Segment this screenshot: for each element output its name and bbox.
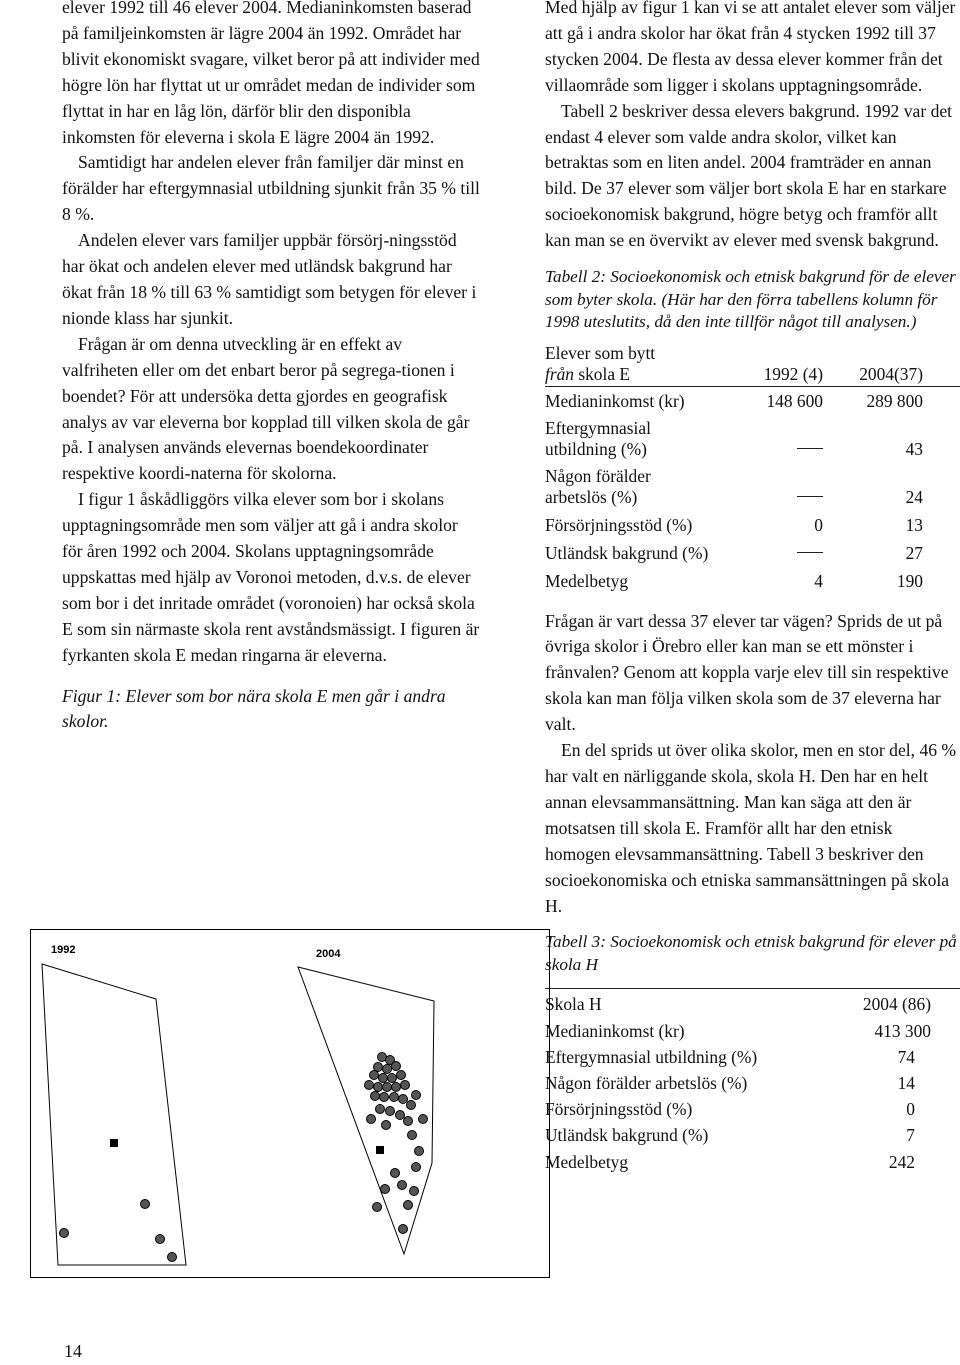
table-row: Eftergymnasial utbildning (%) 74 <box>545 1046 915 1067</box>
student-marker <box>401 1081 410 1090</box>
table2-col-2004: 2004(37) <box>859 363 923 384</box>
page-number: 14 <box>64 1341 82 1361</box>
student-marker <box>379 1074 388 1083</box>
student-marker <box>412 1091 421 1100</box>
body-paragraph: Frågan är vart dessa 37 elever tar vägen? Sprids de ut på övriga skolor i Örebro eller kan man se ett mönster i frånvalen? Genom att koppla varje elev till sin respektive skola kan man följa vilken skola som de 37 eleverna har valt. <box>545 610 949 735</box>
body-paragraph: Samtidigt har andelen elever från familjer där minst en förälder har eftergymnasial utbildning sjunkit från 35 % till 8 %. <box>62 152 480 225</box>
dash-empty-value <box>797 448 823 449</box>
student-marker <box>383 1083 392 1092</box>
student-marker <box>381 1185 390 1194</box>
student-marker <box>399 1095 408 1104</box>
panel-2004-label: 2004 <box>316 948 341 960</box>
figure-1 <box>30 929 550 1278</box>
body-paragraph: I figur 1 åskådliggörs vilka elever som bor i skolans upptagningsområde men som väljer att gå i andra skolor för åren 1992 och 2004. Skolans upptagningsområde uppskattas med hjälp av Voronoi metoden, d.v.s. de elever som bor i det inritade området (voronoien) har också skola E som sin närmaste skola rent avståndsmässigt. I figuren är fyrkanten skola E medan ringarna är eleverna. <box>62 489 480 665</box>
body-paragraph: Med hjälp av figur 1 kan vi se att antalet elever som väljer att gå i andra skolor har ökat från 4 stycken 1992 till 37 stycken 2004. De flesta av dessa elever kommer från det villaområde som ligger i skolans upptagningsområde. <box>545 0 956 95</box>
student-marker <box>390 1093 399 1102</box>
table2-col-1992: 1992 (4) <box>763 363 823 384</box>
body-paragraph: Frågan är om denna utveckling är en effekt av valfriheten eller om det enbart beror på segrega-tionen i boendet? För att undersöka detta gjordes en geografisk analys av var eleverna bor kopplad till vilken skola de går på. I analysen används elevernas boendekoordinater respektive koordi-naterna för skolorna. <box>62 333 470 484</box>
student-marker <box>398 1181 407 1190</box>
student-marker <box>168 1253 177 1262</box>
student-marker <box>386 1107 395 1116</box>
student-marker <box>383 1065 392 1074</box>
table-row: Någon förälder arbetslös (%) 24 <box>545 465 923 507</box>
student-marker <box>419 1115 428 1124</box>
student-marker <box>156 1235 165 1244</box>
student-marker <box>407 1101 416 1110</box>
student-marker <box>392 1062 401 1071</box>
table-row: Medelbetyg 242 <box>545 1151 915 1172</box>
body-paragraph: elever 1992 till 46 elever 2004. Medianinkomsten baserad på familjeinkomsten är lägre 2004 än 1992. Området har blivit ekonomiskt svagare, vilket beror på att individer med högre lön har flyttat ut ur området medan de individer som flyttat in har en låg lön, därför blir den disponibla inkomsten för eleverna i skola E lägre 2004 än 1992. <box>62 0 480 147</box>
body-paragraph: Andelen elever vars familjer uppbär försörj-ningsstöd har ökat och andelen elever med utländsk bakgrund har ökat från 18 % till 63 % samtidigt som betygen för elever i nionde klass har sjunkit. <box>62 230 477 328</box>
student-marker <box>374 1083 383 1092</box>
student-marker <box>365 1081 374 1090</box>
table-row: Medianinkomst (kr) 413 300 <box>545 1020 931 1041</box>
figure-caption: Figur 1: Elever som bor nära skola E men går i andra skolor. <box>62 685 446 732</box>
student-marker <box>367 1115 376 1124</box>
table2-caption: Tabell 2: Socioekonomisk och etnisk bakgrund för de elever som byter skola. (Här har den förra tabellens kolumn för 1998 uteslutits, då den inte tillför något till analysen.) <box>545 267 956 332</box>
school-e-marker <box>376 1146 384 1154</box>
table-row: Utländsk bakgrund (%) 27 <box>545 542 923 563</box>
table2-header <box>545 343 960 387</box>
left-column <box>62 0 482 735</box>
table2-header-line1: Elever som bytt <box>545 342 656 363</box>
student-marker <box>412 1163 421 1172</box>
table-2 <box>545 343 960 595</box>
student-marker <box>388 1074 397 1083</box>
table-row: Någon förälder arbetslös (%) 14 <box>545 1073 915 1094</box>
body-paragraph: En del sprids ut över olika skolor, men en stor del, 46 % har valt en närliggande skola, skola H. Den har en helt annan elevsammansättning. Man kan säga att den är motsatsen till skola E. Framför allt har den etnisk homogen elevsammansättning. Tabell 3 beskriver den socioekonomiska och etniska sammansättningen på skola H. <box>545 740 957 916</box>
table2-header-line2: från skola E <box>545 363 631 384</box>
table-row: Skola H 2004 (86) <box>545 994 931 1015</box>
student-marker <box>410 1187 419 1196</box>
student-marker <box>397 1071 406 1080</box>
student-marker <box>380 1093 389 1102</box>
student-marker <box>404 1117 413 1126</box>
student-marker <box>376 1105 385 1114</box>
table-3 <box>545 988 960 1174</box>
panel-1992-label: 1992 <box>51 944 76 956</box>
right-column <box>545 0 960 1175</box>
student-marker <box>391 1169 400 1178</box>
body-paragraph: Tabell 2 beskriver dessa elevers bakgrund. 1992 var det endast 4 elever som valde andra skolor, vilket kan betraktas som en liten andel. 2004 framträder en annan bild. De 37 elever som väljer bort skola E har en starkare socioekonomisk bakgrund, högre betyg och framför allt kan man se en övervikt av elever med svensk bakgrund. <box>545 100 953 251</box>
student-marker <box>408 1131 417 1140</box>
student-marker <box>399 1225 408 1234</box>
table3-caption: Tabell 3: Socioekonomisk och etnisk bakgrund för elever på skola H <box>545 932 957 974</box>
student-marker <box>370 1071 379 1080</box>
dash-empty-value <box>797 496 823 497</box>
student-marker <box>404 1201 413 1210</box>
school-e-marker <box>110 1139 118 1147</box>
right-after-table2 <box>545 609 960 920</box>
student-marker <box>415 1147 424 1156</box>
student-marker <box>373 1203 382 1212</box>
student-marker <box>141 1200 150 1209</box>
dash-empty-value <box>797 552 823 553</box>
student-marker <box>371 1092 380 1101</box>
table-row: Utländsk bakgrund (%) 7 <box>545 1125 915 1146</box>
voronoi-maps <box>30 929 550 1278</box>
table-row: Försörjningsstöd (%) 0 13 <box>545 514 923 535</box>
table-row: Eftergymnasial utbildning (%) 43 <box>545 417 923 459</box>
student-marker <box>392 1083 401 1092</box>
table-row: Medianinkomst (kr) 148 600 289 800 <box>545 390 923 411</box>
student-marker <box>382 1121 391 1130</box>
table-row: Försörjningsstöd (%) 0 <box>545 1099 915 1120</box>
student-marker <box>396 1111 405 1120</box>
student-marker <box>60 1229 69 1238</box>
table-row: Medelbetyg 4 190 <box>545 570 923 591</box>
